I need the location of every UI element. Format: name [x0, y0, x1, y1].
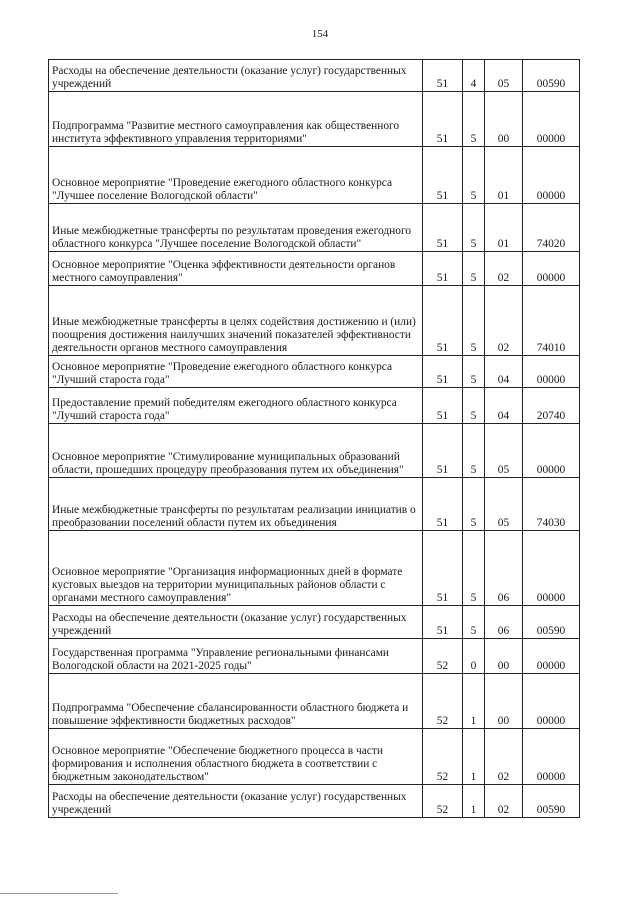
row-name: Основное мероприятие "Организация информационных дней в формате кустовых выездов на территории муниципальных районов области с органами местного самоуправления" [49, 531, 423, 606]
event-code: 01 [485, 204, 523, 252]
row-name: Иные межбюджетные трансферты по результатам реализации инициатив о преобразовании поселений области путем их объединения [49, 478, 423, 531]
event-code: 00 [485, 674, 523, 729]
table-row [49, 252, 580, 286]
subprogram-code: 1 [463, 729, 485, 785]
event-code: 05 [485, 424, 523, 478]
subprogram-code: 1 [463, 674, 485, 729]
event-code: 02 [485, 252, 523, 286]
table-row [49, 639, 580, 674]
event-code: 00 [485, 639, 523, 674]
event-code: 04 [485, 356, 523, 388]
budget-table [48, 59, 580, 818]
footnote-divider [0, 893, 118, 894]
event-code: 06 [485, 606, 523, 639]
event-code: 02 [485, 785, 523, 818]
event-code: 06 [485, 531, 523, 606]
subprogram-code: 5 [463, 424, 485, 478]
row-name: Расходы на обеспечение деятельности (оказание услуг) государственных учреждений [49, 785, 423, 818]
subprogram-code: 5 [463, 204, 485, 252]
direction-code: 00000 [523, 531, 580, 606]
direction-code: 00000 [523, 356, 580, 388]
program-code: 51 [423, 92, 463, 147]
program-code: 51 [423, 147, 463, 204]
row-name: Основное мероприятие "Проведение ежегодного областного конкурса "Лучший староста года" [49, 356, 423, 388]
event-code: 00 [485, 92, 523, 147]
direction-code: 00000 [523, 424, 580, 478]
direction-code: 20740 [523, 388, 580, 424]
event-code: 02 [485, 729, 523, 785]
event-code: 05 [485, 60, 523, 92]
program-code: 52 [423, 639, 463, 674]
row-name: Иные межбюджетные трансферты по результатам проведения ежегодного областного конкурса "Лучшее поселение Вологодской области" [49, 204, 423, 252]
row-name: Расходы на обеспечение деятельности (оказание услуг) государственных учреждений [49, 606, 423, 639]
table-row [49, 356, 580, 388]
table-row [49, 388, 580, 424]
subprogram-code: 5 [463, 478, 485, 531]
table-row [49, 531, 580, 606]
program-code: 51 [423, 356, 463, 388]
program-code: 51 [423, 424, 463, 478]
event-code: 01 [485, 147, 523, 204]
table-row [49, 606, 580, 639]
direction-code: 00590 [523, 785, 580, 818]
program-code: 52 [423, 785, 463, 818]
row-name: Основное мероприятие "Обеспечение бюджетного процесса в части формирования и исполнения областного бюджета в соответствии с бюджетным законодательством" [49, 729, 423, 785]
table-row [49, 204, 580, 252]
subprogram-code: 5 [463, 252, 485, 286]
row-name: Подпрограмма "Обеспечение сбалансированности областного бюджета и повышение эффективности бюджетных расходов" [49, 674, 423, 729]
subprogram-code: 5 [463, 606, 485, 639]
page-number: 154 [311, 28, 329, 40]
table-row [49, 60, 580, 92]
direction-code: 00000 [523, 252, 580, 286]
direction-code: 00000 [523, 92, 580, 147]
direction-code: 00000 [523, 147, 580, 204]
subprogram-code: 5 [463, 356, 485, 388]
program-code: 52 [423, 729, 463, 785]
subprogram-code: 0 [463, 639, 485, 674]
row-name: Основное мероприятие "Оценка эффективности деятельности органов местного самоуправления" [49, 252, 423, 286]
table-row [49, 286, 580, 356]
subprogram-code: 5 [463, 286, 485, 356]
subprogram-code: 4 [463, 60, 485, 92]
row-name: Подпрограмма "Развитие местного самоуправления как общественного института эффективного управления территориями" [49, 92, 423, 147]
direction-code: 74020 [523, 204, 580, 252]
program-code: 51 [423, 60, 463, 92]
subprogram-code: 1 [463, 785, 485, 818]
direction-code: 74010 [523, 286, 580, 356]
row-name: Государственная программа "Управление региональными финансами Вологодской области на 2021-2025 годы" [49, 639, 423, 674]
table-row [49, 424, 580, 478]
program-code: 52 [423, 674, 463, 729]
table-row [49, 92, 580, 147]
subprogram-code: 5 [463, 531, 485, 606]
row-name: Основное мероприятие "Стимулирование муниципальных образований области, прошедших процедуру преобразования путем их объединения" [49, 424, 423, 478]
program-code: 51 [423, 286, 463, 356]
subprogram-code: 5 [463, 147, 485, 204]
program-code: 51 [423, 252, 463, 286]
program-code: 51 [423, 606, 463, 639]
program-code: 51 [423, 388, 463, 424]
event-code: 04 [485, 388, 523, 424]
row-name: Предоставление премий победителям ежегодного областного конкурса "Лучший староста года" [49, 388, 423, 424]
direction-code: 00000 [523, 639, 580, 674]
subprogram-code: 5 [463, 92, 485, 147]
direction-code: 00000 [523, 729, 580, 785]
table-row [49, 729, 580, 785]
table-row [49, 674, 580, 729]
program-code: 51 [423, 478, 463, 531]
row-name: Основное мероприятие "Проведение ежегодного областного конкурса "Лучшее поселение Вологодской области" [49, 147, 423, 204]
subprogram-code: 5 [463, 388, 485, 424]
table-row [49, 478, 580, 531]
table-row [49, 147, 580, 204]
program-code: 51 [423, 531, 463, 606]
row-name: Иные межбюджетные трансферты в целях содействия достижению и (или) поощрения достижения наилучших значений показателей эффективности деятельности органов местного самоуправления [49, 286, 423, 356]
direction-code: 00590 [523, 60, 580, 92]
table-row [49, 785, 580, 818]
event-code: 02 [485, 286, 523, 356]
direction-code: 00000 [523, 674, 580, 729]
event-code: 05 [485, 478, 523, 531]
program-code: 51 [423, 204, 463, 252]
row-name: Расходы на обеспечение деятельности (оказание услуг) государственных учреждений [49, 60, 423, 92]
direction-code: 00590 [523, 606, 580, 639]
direction-code: 74030 [523, 478, 580, 531]
